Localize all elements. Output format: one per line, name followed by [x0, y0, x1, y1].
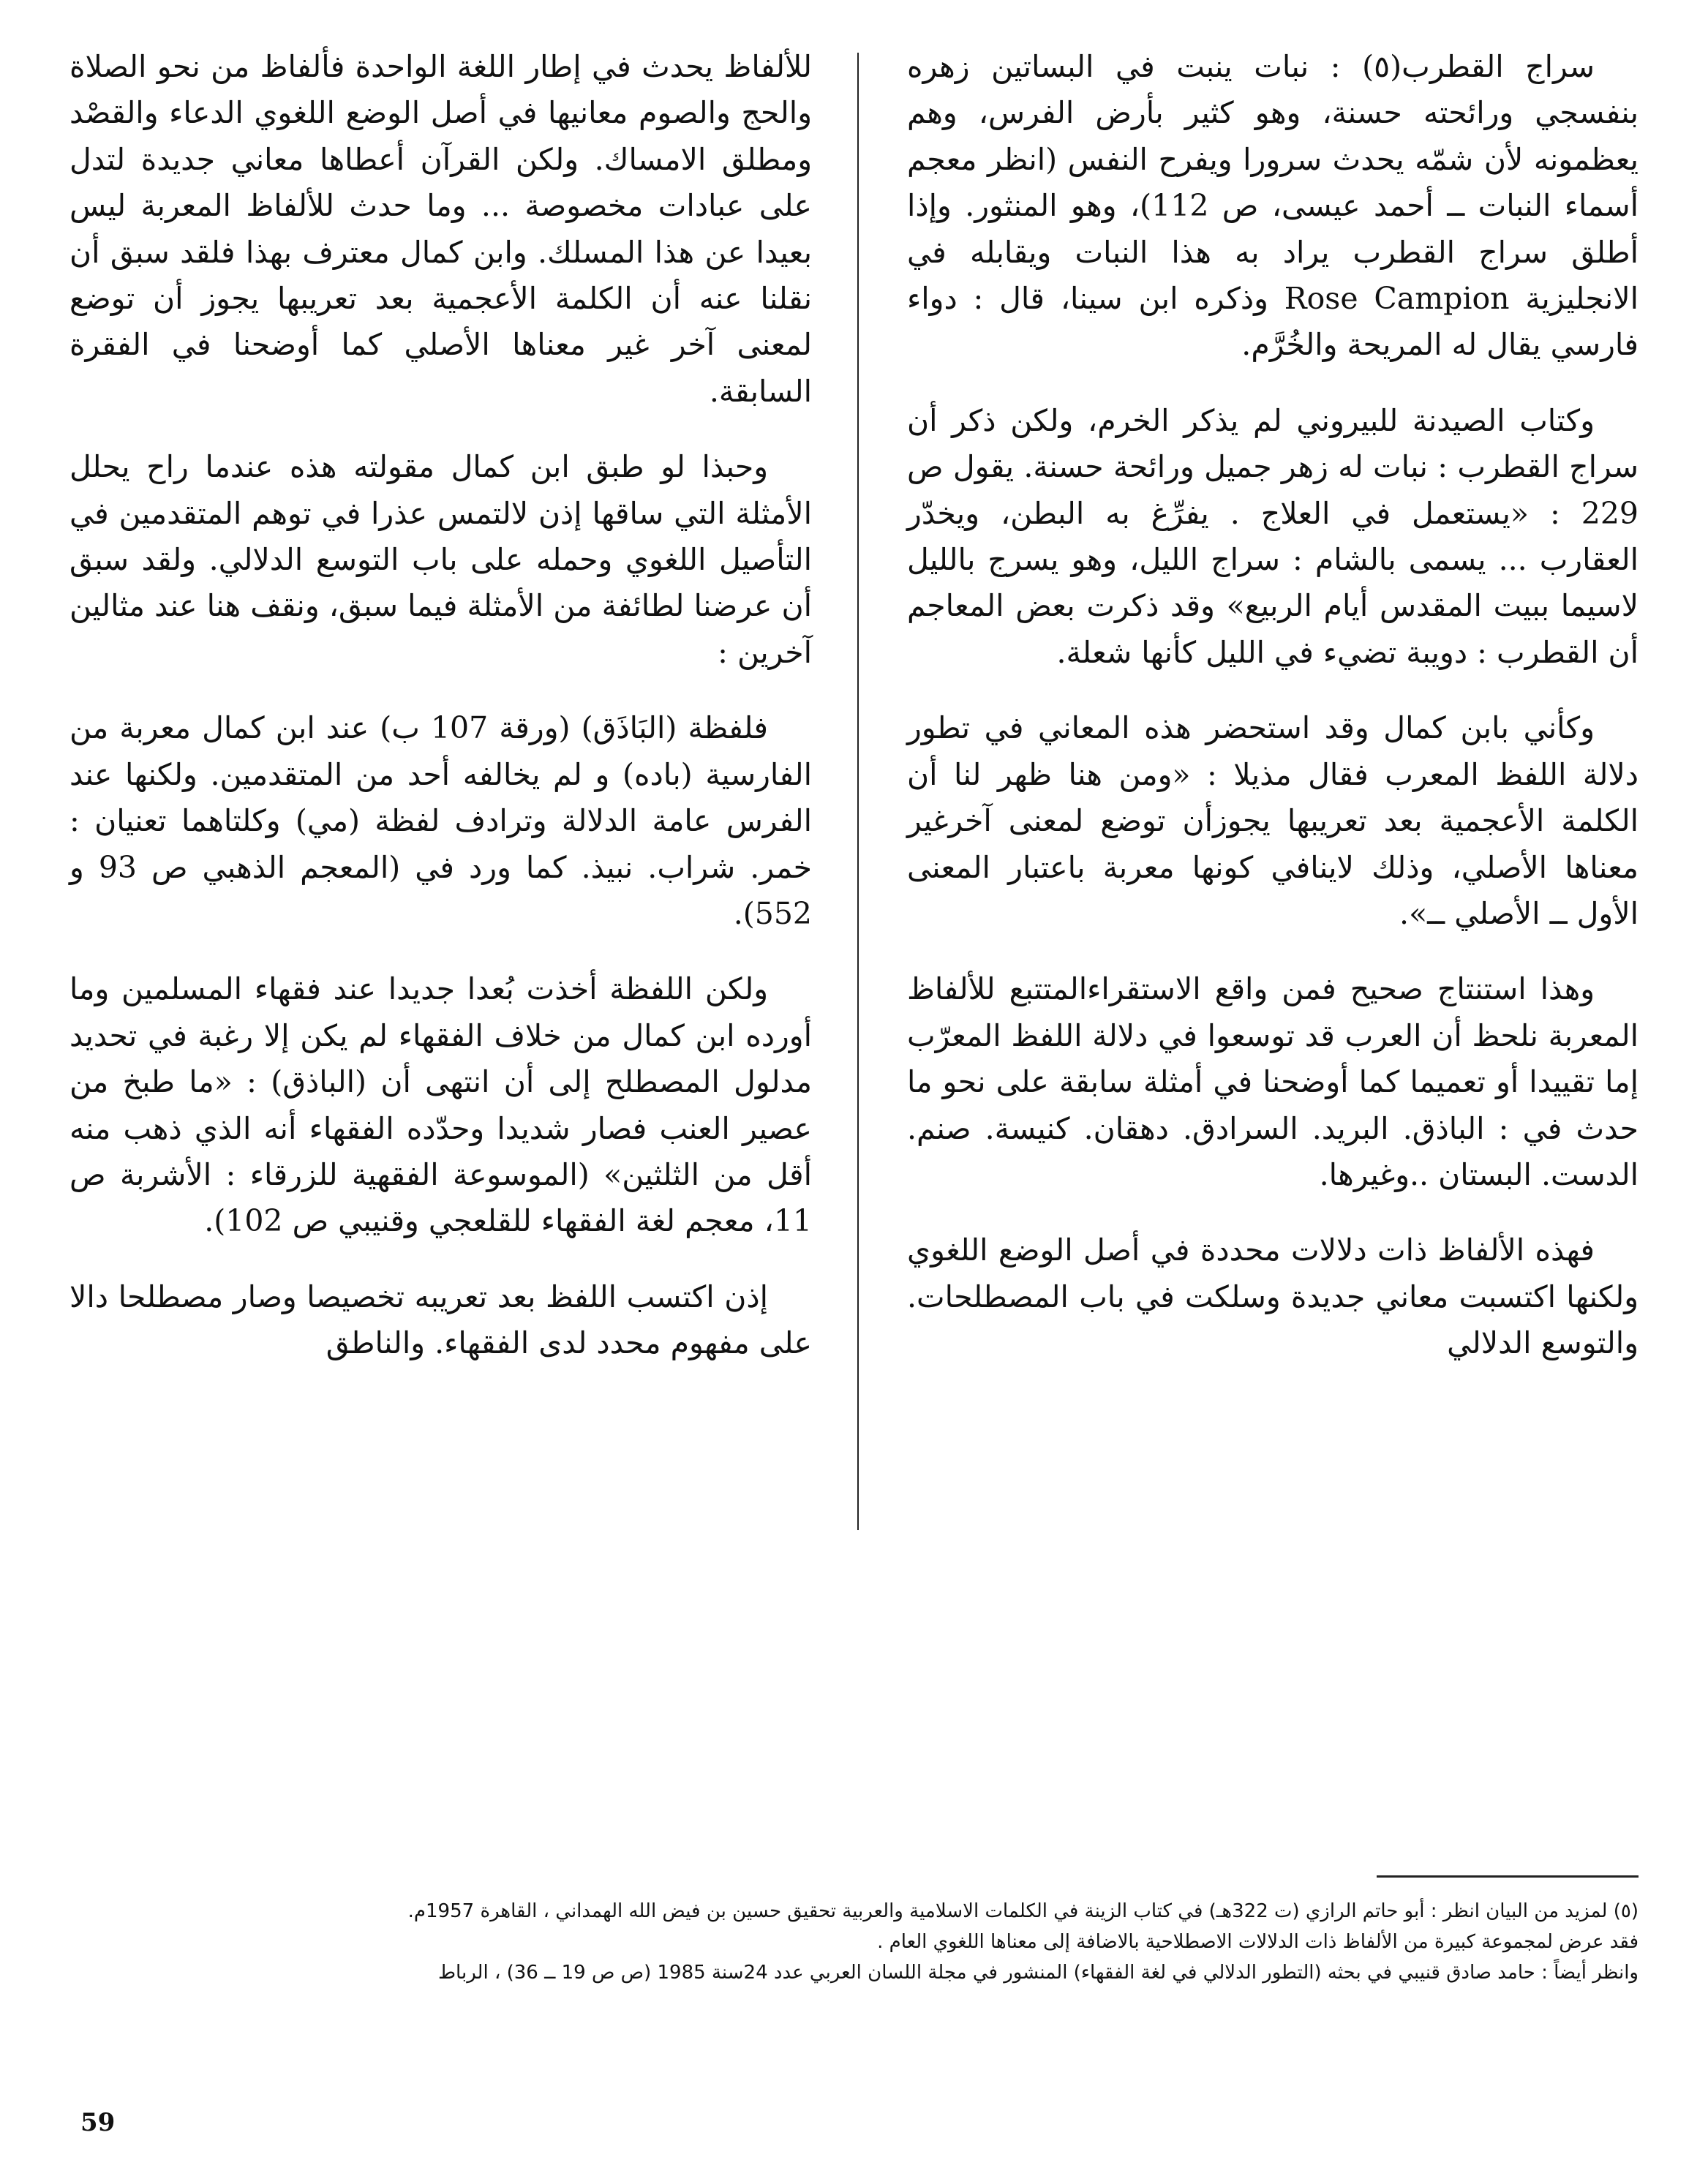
paragraph: فلفظة (البَاذَق) (ورقة 107 ب) عند ابن كمال معربة من الفارسية (باده) و لم يخالفه أحد من المتقدمين. ولكنها عند الفرس عامة الدلالة وترادف لفظة (مي) وكلتاهما تعنيان : خمر. شراب. نبيذ. كما ورد في (المعجم الذهبي ص 93 و 552).	[69, 710, 812, 931]
footnote-separator	[1377, 1875, 1639, 1878]
paragraph: وكتاب الصيدنة للبيروني لم يذكر الخرم، ولكن ذكر أن سراج القطرب : نبات له زهر جميل ورائحة حسنة. يقول ص 229 : «يستعمل في العلاج . يفرِّغ به البطن، ويخدّر العقارب ... يسمى بالشام : سراج الليل، وهو يسرج بالليل لاسيما ببيت المقدس أيام الربيع» وقد ذكرت بعض المعاجم أن القطرب : دويبة تضيء في الليل كأنها شعلة.	[907, 402, 1639, 670]
footnote-line: وانظر أيضاً : حامد صادق قنيبي في بحثه (التطور الدلالي في لغة الفقهاء) المنشور في مجلة اللسان العربي عدد 24سنة 1985 (ص ص 19 ــ 36) ، الرباط	[437, 1962, 1639, 1984]
footnote-line: فقد عرض لمجموعة كبيرة من الألفاظ ذات الدلالات الاصطلاحية بالاضافة إلى معناها اللغوي العام .	[877, 1931, 1639, 1953]
column-divider	[857, 53, 859, 1530]
paragraph: للألفاظ يحدث في إطار اللغة الواحدة فألفاظ من نحو الصلاة والحج والصوم معانيها في أصل الوضع اللغوي الدعاء والقصْد ومطلق الامساك. ولكن القرآن أعطاها معاني جديدة لتدل على عبادات مخصوصة ... وما حدث للألفاظ المعربة ليس بعيدا عن هذا المسلك. وابن كمال معترف بهذا فلقد سبق أن نقلنا عنه أن الكلمة الأعجمية بعد تعريبها يجوز أن توضع لمعنى آخر غير معناها الأصلي كما أوضحنا في الفقرة السابقة.	[69, 49, 812, 409]
paragraph: وكأني بابن كمال وقد استحضر هذه المعاني في تطور دلالة اللفظ المعرب فقال مذيلا : «ومن هنا ظهر لنا أن الكلمة الأعجمية بعد تعريبها يجوزأن توضع لمعنى آخرغير معناها الأصلي، وذلك لاينافي كونها معربة باعتبار المعنى الأول ــ الأصلي ــ».	[907, 710, 1639, 931]
page-number: 59	[80, 2108, 116, 2137]
left-text-column	[69, 44, 812, 1396]
right-text-column	[907, 44, 1639, 1396]
footnote-line: (٥) لمزيد من البيان انظر : أبو حاتم الرازي (ت 322هـ) في كتاب الزينة في الكلمات الاسلامية والعربية تحقيق حسين بن فيض الله الهمداني ، القاهرة 1957م.	[407, 1900, 1639, 1922]
paragraph: إذن اكتسب اللفظ بعد تعريبه تخصيصا وصار مصطلحا دالا على مفهوم محدد لدى الفقهاء. والناطق	[69, 1279, 812, 1361]
paragraph: سراج القطرب(٥) : نبات ينبت في البساتين زهره بنفسجي ورائحته حسنة، وهو كثير بأرض الفرس، وهم يعظمونه لأن شمّه يحدث سرورا ويفرح النفس (انظر معجم أسماء النبات ــ أحمد عيسى، ص 112)، وهو المنثور. وإذا أطلق سراج القطرب يراد به هذا النبات ويقابله في الانجليزية Rose Campion وذكره ابن سينا، قال : دواء فارسي يقال له المريحة والخُرَّم.	[907, 49, 1639, 363]
paragraph: ولكن اللفظة أخذت بُعدا جديدا عند فقهاء المسلمين وما أورده ابن كمال من خلاف الفقهاء لم يكن إلا رغبة في تحديد مدلول المصطلح إلى أن انتهى أن (الباذق) : «ما طبخ من عصير العنب فصار شديدا وحدّده الفقهاء أنه الذي ذهب منه أقل من الثلثين» (الموسوعة الفقهية للزرقاء : الأشربة ص 11، معجم لغة الفقهاء للقلعجي وقنيبي ص 102).	[69, 971, 812, 1239]
paragraph: وهذا استنتاج صحيح فمن واقع الاستقراءالمتتبع للألفاظ المعربة نلحظ أن العرب قد توسعوا في دلالة اللفظ المعرّب إما تقييدا أو تعميما كما أوضحنا في أمثلة سابقة على نحو ما حدث في : الباذق. البريد. السرادق. دهقان. كنيسة. صنم. الدست. البستان ..وغيرها.	[907, 971, 1639, 1192]
paragraph: وحبذا لو طبق ابن كمال مقولته هذه عندما راح يحلل الأمثلة التي ساقها إذن لالتمس عذرا في توهم المتقدمين في التأصيل اللغوي وحمله على باب التوسع الدلالي. ولقد سبق أن عرضنا لطائفة من الأمثلة فيما سبق، ونقف هنا عند مثالين آخرين :	[69, 449, 812, 670]
paragraph: فهذه الألفاظ ذات دلالات محددة في أصل الوضع اللغوي ولكنها اكتسبت معاني جديدة وسلكت في باب المصطلحات. والتوسع الدلالي	[907, 1232, 1639, 1361]
footnotes	[69, 1896, 1639, 1988]
